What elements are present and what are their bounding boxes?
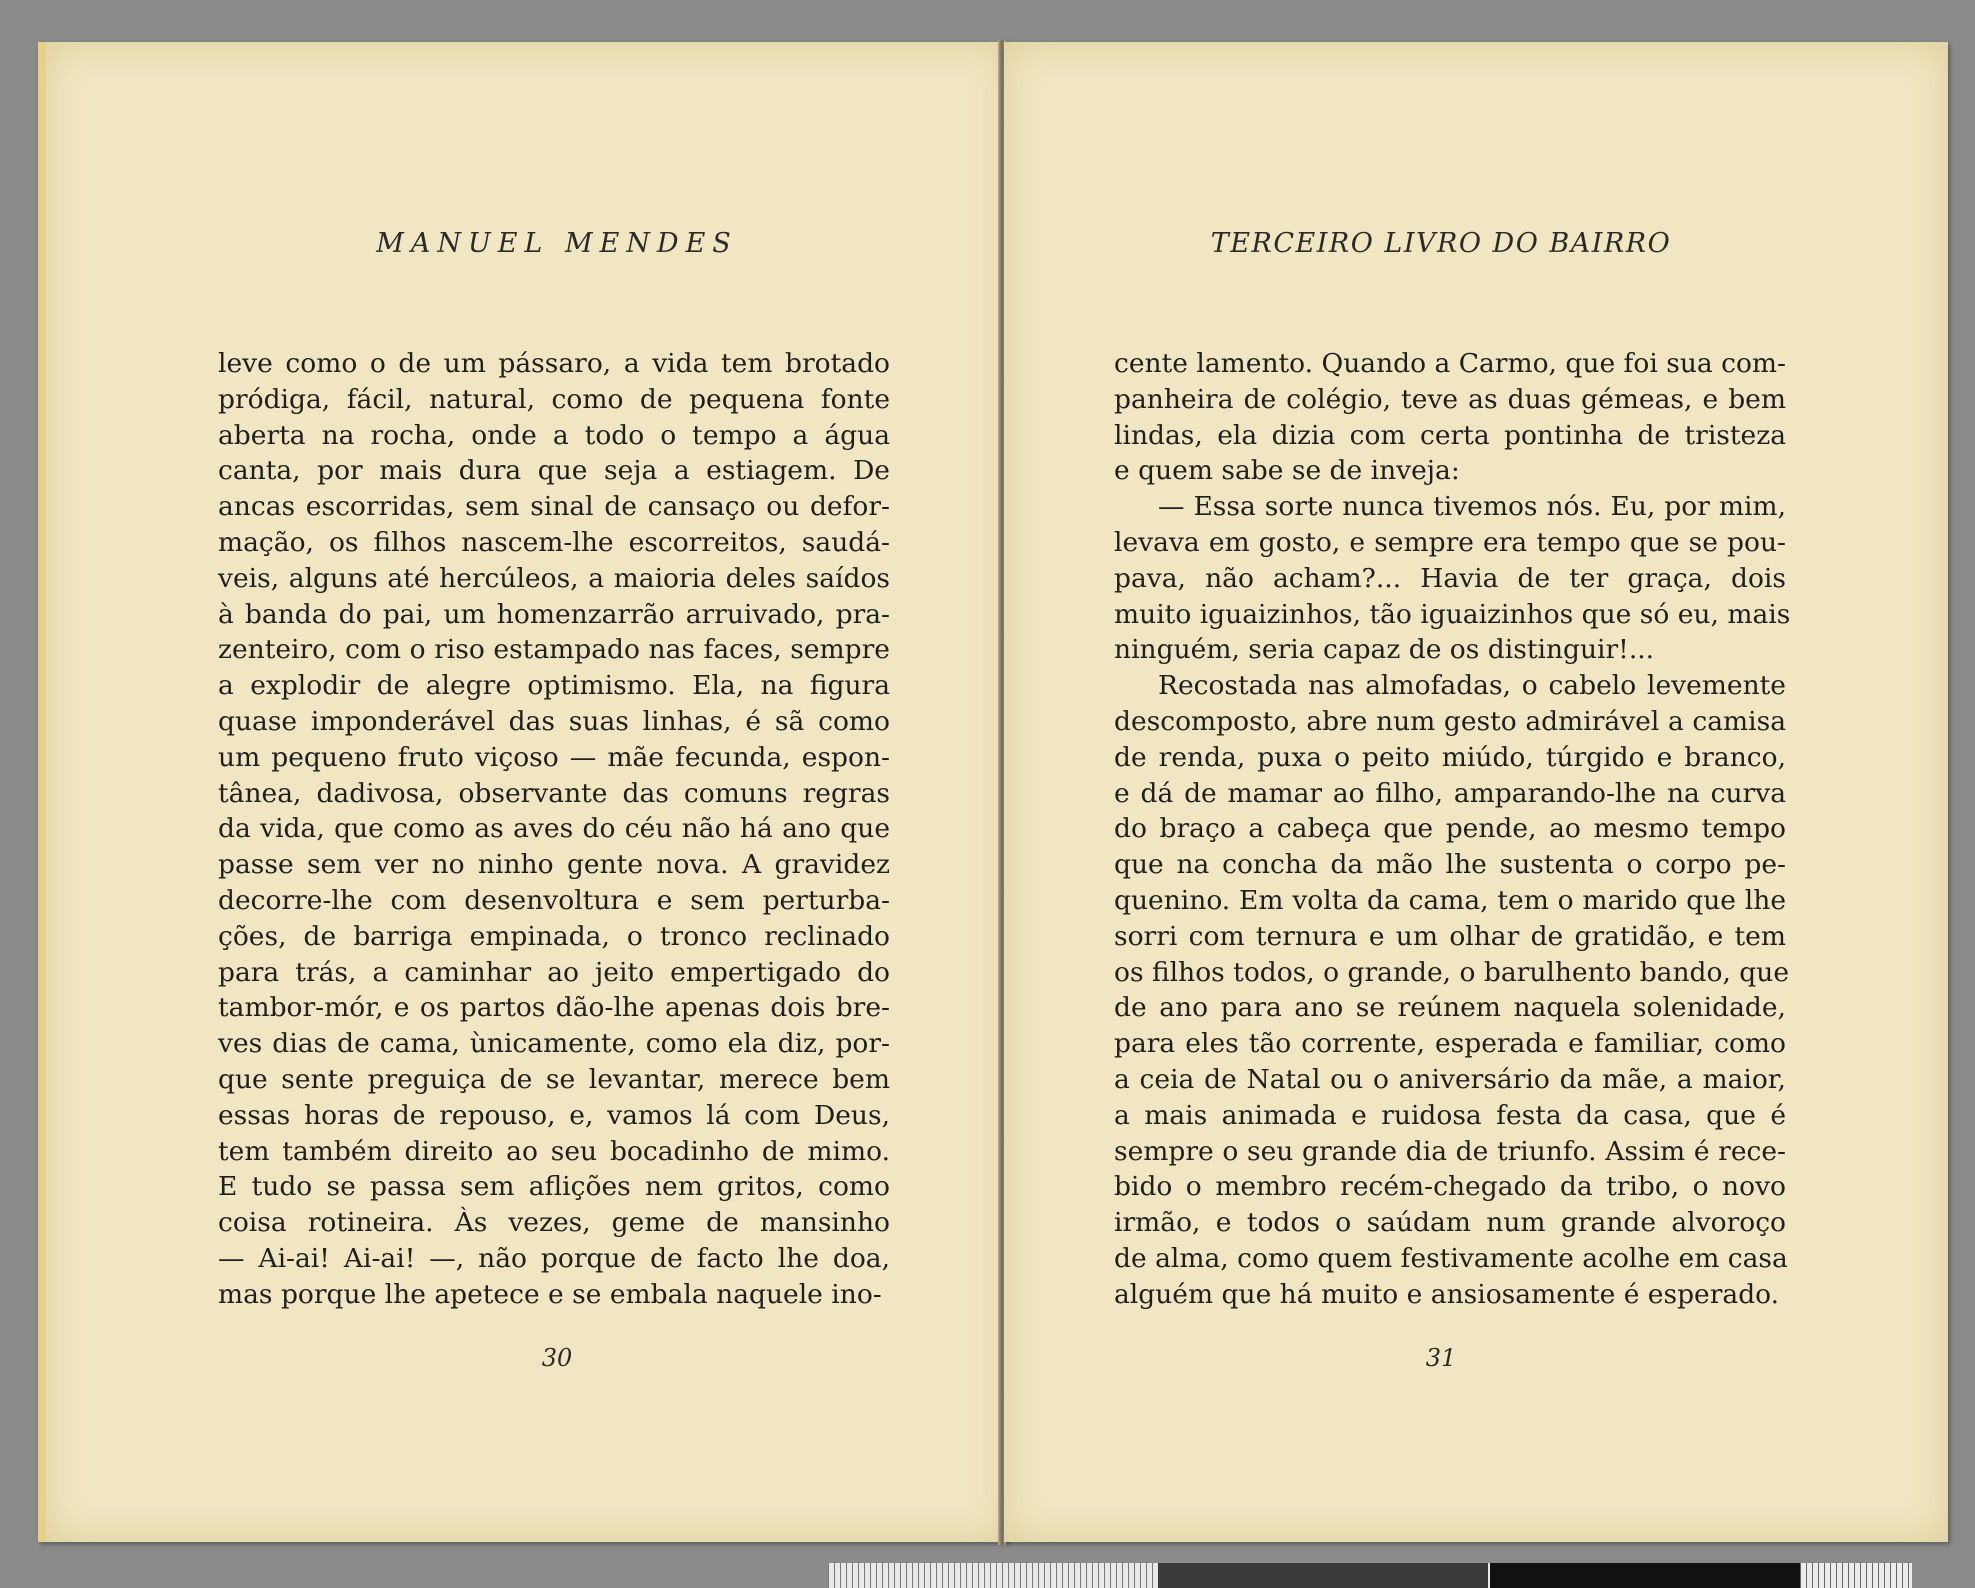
text-line: canta, por mais dura que seja a estiagem. De bbox=[218, 455, 890, 487]
text-line: de alma, como quem festivamente acolhe em casa bbox=[1114, 1242, 1788, 1274]
text-line: sempre o seu grande dia de triunfo. Assim é rece- bbox=[1114, 1135, 1786, 1167]
left-body-text bbox=[218, 346, 890, 1313]
text-line: de renda, puxa o peito miúdo, túrgido e branco, bbox=[1114, 741, 1786, 773]
text-line: ancas escorridas, sem sinal de cansaço ou defor- bbox=[218, 491, 890, 523]
text-line: Recostada nas almofadas, o cabelo levemente bbox=[1158, 670, 1786, 702]
text-line: descomposto, abre num gesto admirável a camisa bbox=[1114, 705, 1786, 737]
text-line: panheira de colégio, teve as duas gémeas, e bem bbox=[1114, 383, 1786, 415]
page-number: 31 bbox=[1425, 1344, 1457, 1372]
ruler-gray-patch bbox=[1158, 1563, 1488, 1588]
text-line: para trás, a caminhar ao jeito empertigado do bbox=[218, 956, 890, 988]
text-line: decorre-lhe com desenvoltura e sem perturba- bbox=[218, 884, 890, 916]
text-line: tem também direito ao seu bocadinho de mimo. bbox=[218, 1135, 890, 1167]
running-head-author: MANUEL MENDES bbox=[376, 228, 738, 259]
text-line: E tudo se passa sem aflições nem gritos, como bbox=[218, 1171, 890, 1203]
text-line: um pequeno fruto viçoso — mãe fecunda, espon- bbox=[218, 741, 890, 773]
text-line: ções, de barriga empinada, o tronco reclinado bbox=[218, 920, 890, 952]
ruler-ticks bbox=[828, 1563, 1158, 1588]
text-line: zenteiro, com o riso estampado nas faces, sempre bbox=[218, 634, 890, 666]
text-line: ninguém, seria capaz de os distinguir!... bbox=[1114, 634, 1655, 666]
text-line: lindas, ela dizia com certa pontinha de tristeza bbox=[1114, 419, 1786, 451]
text-line: quase imponderável das suas linhas, é sã como bbox=[218, 705, 890, 737]
text-line: ves dias de cama, ùnicamente, como ela diz, por- bbox=[218, 1028, 890, 1060]
text-line: tambor-mór, e os partos dão-lhe apenas dois bre- bbox=[218, 992, 890, 1024]
text-line: a ceia de Natal ou o aniversário da mãe, a maior, bbox=[1114, 1063, 1786, 1095]
text-line: tânea, dadivosa, observante das comuns regras bbox=[218, 777, 890, 809]
text-line: leve como o de um pássaro, a vida tem brotado bbox=[218, 348, 890, 379]
left-page bbox=[38, 42, 1008, 1542]
text-line: que na concha da mão lhe sustenta o corpo pe- bbox=[1114, 849, 1786, 881]
text-line: levava em gosto, e sempre era tempo que se pou- bbox=[1114, 526, 1786, 558]
text-line: os filhos todos, o grande, o barulhento bando, que bbox=[1114, 956, 1790, 988]
text-line: sorri com ternura e um olhar de gratidão, e tem bbox=[1114, 920, 1786, 952]
text-line: pródiga, fácil, natural, como de pequena fonte bbox=[218, 383, 890, 415]
text-line: — Essa sorte nunca tivemos nós. Eu, por mim, bbox=[1158, 491, 1786, 523]
text-line: a explodir de alegre optimismo. Ela, na figura bbox=[218, 670, 890, 702]
text-line: bido o membro recém-chegado da tribo, o novo bbox=[1114, 1171, 1786, 1203]
text-line: mação, os filhos nascem-lhe escorreitos, saudá- bbox=[218, 526, 890, 558]
ruler-ticks bbox=[1800, 1563, 1912, 1588]
text-line: mas porque lhe apetece e se embala naquele ino- bbox=[218, 1278, 882, 1310]
text-line: à banda do pai, um homenzarrão arruivado, pra- bbox=[218, 598, 890, 630]
text-line: pava, não acham?... Havia de ter graça, dois bbox=[1114, 562, 1786, 594]
text-line: aberta na rocha, onde a todo o tempo a água bbox=[218, 419, 890, 451]
scale-ruler bbox=[828, 1563, 1912, 1588]
text-line: irmão, e todos o saúdam num grande alvoroço bbox=[1114, 1207, 1786, 1239]
ruler-black-patch bbox=[1490, 1563, 1800, 1588]
text-line: de ano para ano se reúnem naquela solenidade, bbox=[1114, 992, 1786, 1024]
text-line: quenino. Em volta da cama, tem o marido que lhe bbox=[1114, 884, 1786, 916]
page-number: 30 bbox=[541, 1344, 573, 1372]
text-line: da vida, que como as aves do céu não há ano que bbox=[218, 813, 890, 845]
text-line: coisa rotineira. Às vezes, geme de mansinho bbox=[218, 1207, 890, 1239]
right-page bbox=[1004, 42, 1948, 1542]
text-line: essas horas de repouso, e, vamos lá com Deus, bbox=[218, 1099, 890, 1131]
right-body-text bbox=[1114, 346, 1791, 1313]
text-line: muito iguaizinhos, tão iguaizinhos que só eu, mais bbox=[1114, 598, 1791, 630]
text-line: veis, alguns até hercúleos, a maioria deles saídos bbox=[218, 562, 890, 594]
text-line: que sente preguiça de se levantar, merece bem bbox=[218, 1063, 890, 1095]
text-line: cente lamento. Quando a Carmo, que foi sua com- bbox=[1114, 348, 1786, 379]
text-line: a mais animada e ruidosa festa da casa, que é bbox=[1114, 1099, 1786, 1131]
text-line: — Ai-ai! Ai-ai! —, não porque de facto lhe doa, bbox=[218, 1242, 890, 1274]
text-line: do braço a cabeça que pende, ao mesmo tempo bbox=[1114, 813, 1786, 845]
text-line: alguém que há muito e ansiosamente é esperado. bbox=[1114, 1278, 1780, 1310]
text-line: para eles tão corrente, esperada e familiar, como bbox=[1114, 1028, 1786, 1060]
text-line: e quem sabe se de inveja: bbox=[1114, 455, 1460, 487]
text-line: e dá de mamar ao filho, amparando-lhe na curva bbox=[1114, 777, 1786, 809]
text-line: passe sem ver no ninho gente nova. A gravidez bbox=[218, 849, 890, 881]
running-head-title: TERCEIRO LIVRO DO BAIRRO bbox=[1210, 228, 1672, 259]
